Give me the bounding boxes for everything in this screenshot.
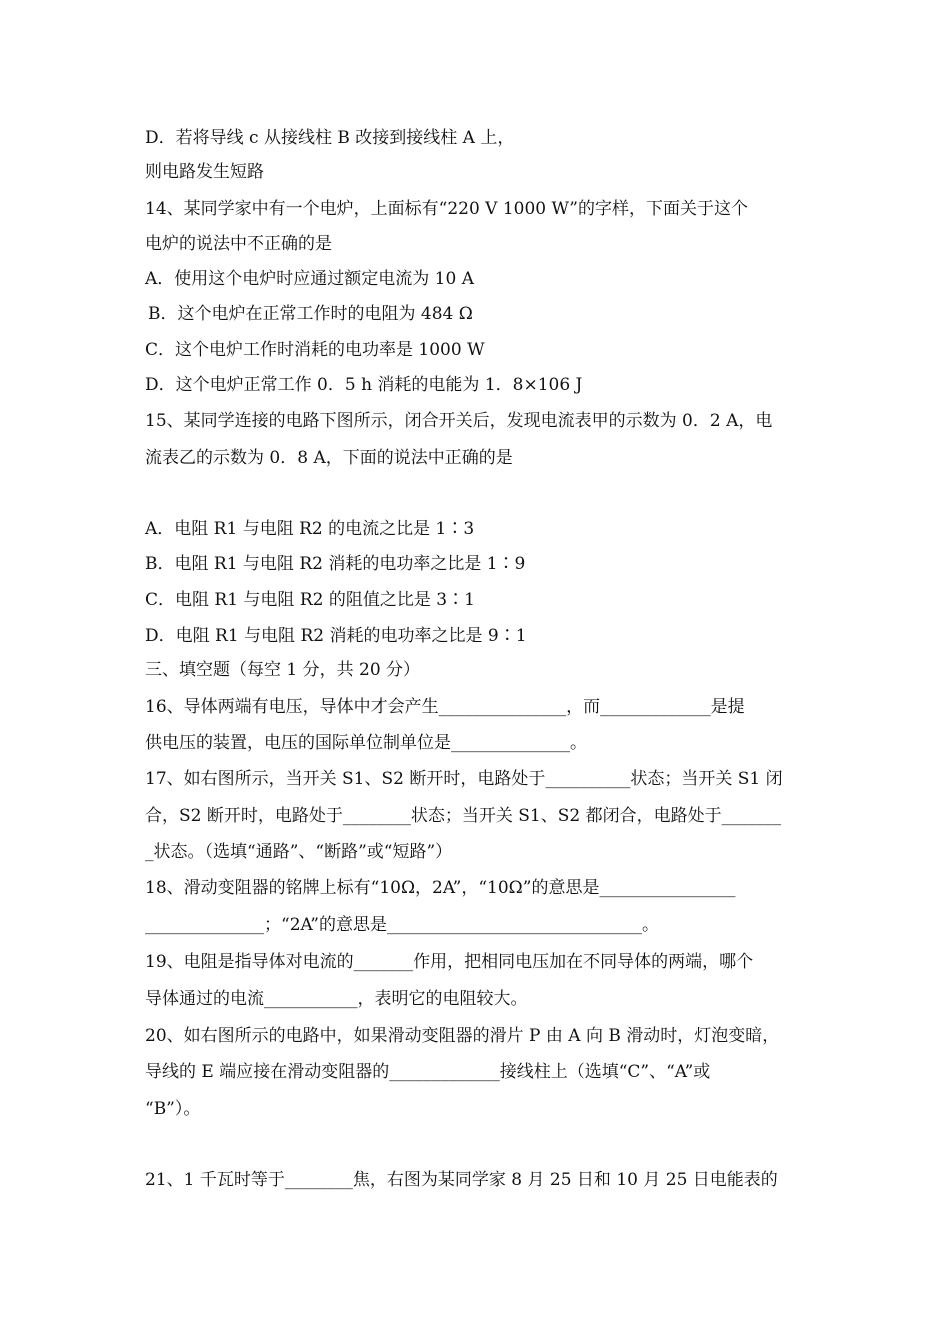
question-15-line1: 15、某同学连接的电路下图所示，闭合开关后，发现电流表甲的示数为 0．2 A，电: [145, 411, 773, 431]
question-19-line2: 导体通过的电流___________，表明它的电阻较大。: [145, 989, 528, 1009]
question-14-line1: 14、某同学家中有一个电炉，上面标有“220 V 1000 W”的字样，下面关于这个: [145, 199, 749, 219]
question-16-line2: 供电压的装置，电压的国际单位制单位是______________。: [145, 733, 587, 753]
question-14-line2: 电炉的说法中不正确的是: [145, 234, 332, 254]
question-17-line2: 合，S2 断开时，电路处于________状态；当开关 S1、S2 都闭合，电路处于_______: [145, 806, 782, 826]
option-14c: C．这个电炉工作时消耗的电功率是 1000 W: [145, 340, 485, 360]
question-18-line2: ______________；“2A”的意思是______________________________。: [145, 915, 659, 935]
question-17-line1: 17、如右图所示，当开关 S1、S2 断开时，电路处于__________状态；当开关 S1 闭: [145, 769, 783, 789]
option-14d: D．这个电炉正常工作 0．5 h 消耗的电能为 1．8×106 J: [145, 375, 583, 395]
question-21-line1: 21、1 千瓦时等于________焦，右图为某同学家 8 月 25 日和 10 月 25 日电能表的: [145, 1170, 778, 1190]
question-20-line1: 20、如右图所示的电路中，如果滑动变阻器的滑片 P 由 A 向 B 滑动时，灯泡变暗，: [145, 1026, 780, 1046]
question-17-line3: _状态。（选填“通路”、“断路”或“短路”）: [145, 842, 453, 862]
question-20-line3: “B”）。: [145, 1099, 201, 1119]
option-15c: C．电阻 R1 与电阻 R2 的阻值之比是 3∶1: [145, 590, 475, 610]
option-14b: B．这个电炉在正常工作时的电阻为 484 Ω: [148, 304, 473, 324]
option-13d-line1: D．若将导线 c 从接线柱 B 改接到接线柱 A 上，: [145, 128, 515, 148]
option-15d: D．电阻 R1 与电阻 R2 消耗的电功率之比是 9∶1: [145, 626, 527, 646]
question-15-line2: 流表乙的示数为 0．8 A，下面的说法中正确的是: [145, 448, 513, 468]
option-14a: A．使用这个电炉时应通过额定电流为 10 A: [145, 269, 474, 289]
option-13d-line2: 则电路发生短路: [145, 162, 264, 182]
question-16-line1: 16、导体两端有电压，导体中才会产生_______________，而_____________是提: [145, 697, 745, 717]
option-15b: B．电阻 R1 与电阻 R2 消耗的电功率之比是 1∶9: [145, 554, 526, 574]
question-20-line2: 导线的 E 端应接在滑动变阻器的_____________接线柱上（选填“C”、“A”或: [145, 1062, 711, 1082]
option-15a: A．电阻 R1 与电阻 R2 的电流之比是 1∶3: [145, 519, 475, 539]
question-19-line1: 19、电阻是指导体对电流的_______作用，把相同电压加在不同导体的两端，哪个: [145, 952, 754, 972]
question-18-line1: 18、滑动变阻器的铭牌上标有“10Ω，2A”，“10Ω”的意思是________________: [145, 878, 736, 898]
section-heading-fill-in: 三、填空题（每空 1 分，共 20 分）: [145, 660, 421, 680]
